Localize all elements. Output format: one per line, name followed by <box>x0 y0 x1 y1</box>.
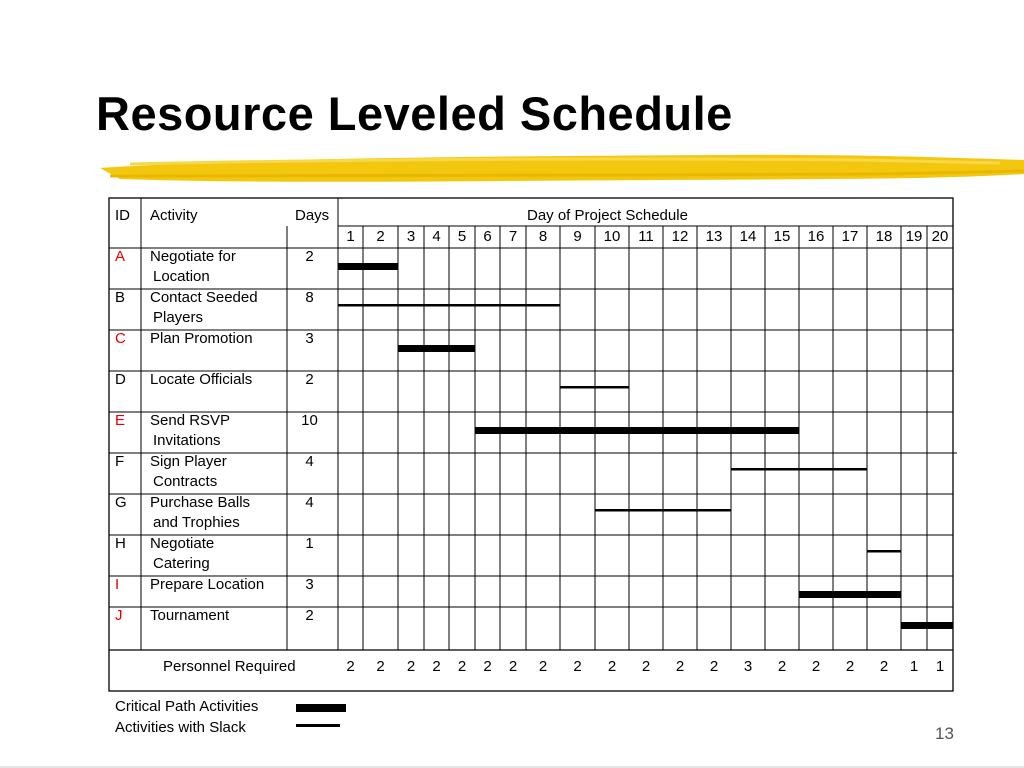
critical-bar <box>901 622 953 629</box>
day-number: 1 <box>346 228 355 245</box>
row-activity: Sign Player <box>150 453 227 470</box>
day-number: 12 <box>671 228 689 245</box>
row-days: 2 <box>305 607 314 624</box>
row-days: 8 <box>305 289 314 306</box>
row-id: H <box>115 535 126 552</box>
personnel-count: 2 <box>376 658 385 675</box>
row-id: B <box>115 289 126 306</box>
personnel-count: 2 <box>709 658 719 675</box>
personnel-count: 2 <box>346 658 355 675</box>
personnel-count: 2 <box>432 658 441 675</box>
header-id: ID <box>115 207 130 224</box>
row-id: F <box>115 453 125 470</box>
day-number: 19 <box>905 228 923 245</box>
row-activity-cont: and Trophies <box>153 514 240 531</box>
day-number: 9 <box>573 228 582 245</box>
personnel-count: 2 <box>845 658 855 675</box>
row-activity-cont: Location <box>153 268 210 285</box>
day-number: 5 <box>457 228 467 245</box>
row-id: D <box>115 371 126 388</box>
row-id: I <box>115 576 120 593</box>
slack-bar <box>595 509 731 512</box>
row-id: J <box>115 607 123 624</box>
row-days: 1 <box>305 535 314 552</box>
critical-bar <box>398 345 475 352</box>
row-days: 2 <box>305 248 314 265</box>
row-activity-cont: Contracts <box>153 473 218 490</box>
day-number: 18 <box>875 228 893 245</box>
slide-title: Resource Leveled Schedule <box>96 87 733 140</box>
slack-bar <box>867 550 901 553</box>
day-number: 2 <box>376 228 385 245</box>
personnel-count: 2 <box>811 658 821 675</box>
row-activity: Tournament <box>150 607 230 624</box>
day-number: 16 <box>807 228 825 245</box>
personnel-count: 1 <box>935 658 945 675</box>
row-id: E <box>115 412 126 429</box>
legend-critical-label: Critical Path Activities <box>115 698 259 715</box>
critical-bar <box>475 427 799 434</box>
personnel-count: 3 <box>743 658 753 675</box>
row-activity-cont: Catering <box>153 555 210 572</box>
row-days: 3 <box>305 330 314 347</box>
page-number: 13 <box>935 724 954 743</box>
header-schedule: Day of Project Schedule <box>527 207 688 224</box>
legend-slack-bar <box>296 724 340 727</box>
row-activity: Send RSVP <box>150 412 231 429</box>
day-number: 13 <box>705 228 723 245</box>
day-number: 10 <box>603 228 621 245</box>
personnel-label: Personnel Required <box>163 658 296 675</box>
row-days: 2 <box>305 371 314 388</box>
legend-slack-label: Activities with Slack <box>115 719 246 736</box>
personnel-count: 2 <box>483 658 492 675</box>
day-number: 20 <box>931 228 949 245</box>
personnel-count: 2 <box>607 658 617 675</box>
critical-bar <box>799 591 901 598</box>
table-border <box>109 198 953 691</box>
personnel-count: 2 <box>675 658 685 675</box>
slack-bar <box>731 468 867 471</box>
personnel-count: 2 <box>777 658 787 675</box>
legend-swatches <box>290 700 360 736</box>
day-number: 17 <box>841 228 859 245</box>
slack-bar <box>338 304 560 307</box>
day-number: 7 <box>508 228 518 245</box>
row-id: A <box>115 248 126 265</box>
personnel-count: 2 <box>457 658 467 675</box>
personnel-count: 2 <box>538 658 548 675</box>
row-activity: Locate Officials <box>150 371 253 388</box>
legend-critical-bar <box>296 704 346 712</box>
row-activity: Negotiate for <box>150 248 236 265</box>
row-days: 10 <box>301 412 318 429</box>
personnel-count: 2 <box>406 658 416 675</box>
row-id: C <box>115 330 126 347</box>
row-days: 3 <box>305 576 314 593</box>
slack-bar <box>560 386 629 389</box>
row-days: 4 <box>305 494 314 511</box>
header-activity: Activity <box>150 207 198 224</box>
row-activity: Negotiate <box>150 535 215 552</box>
personnel-count: 2 <box>508 658 518 675</box>
critical-bar <box>338 263 398 270</box>
personnel-count: 2 <box>879 658 889 675</box>
row-id: G <box>115 494 127 511</box>
day-number: 14 <box>739 228 757 245</box>
personnel-count: 1 <box>909 658 919 675</box>
day-number: 8 <box>538 228 548 245</box>
day-number: 15 <box>773 228 791 245</box>
personnel-count: 2 <box>641 658 651 675</box>
row-activity: Plan Promotion <box>150 330 253 347</box>
row-activity: Contact Seeded <box>150 289 258 306</box>
personnel-count: 2 <box>573 658 582 675</box>
header-days: Days <box>295 207 330 224</box>
row-activity: Prepare Location <box>150 576 265 593</box>
row-activity-cont: Players <box>153 309 204 326</box>
row-days: 4 <box>305 453 314 470</box>
row-activity: Purchase Balls <box>150 494 251 511</box>
row-activity-cont: Invitations <box>153 432 221 449</box>
day-number: 4 <box>432 228 441 245</box>
day-number: 11 <box>638 228 654 245</box>
day-number: 3 <box>406 228 416 245</box>
day-number: 6 <box>483 228 492 245</box>
